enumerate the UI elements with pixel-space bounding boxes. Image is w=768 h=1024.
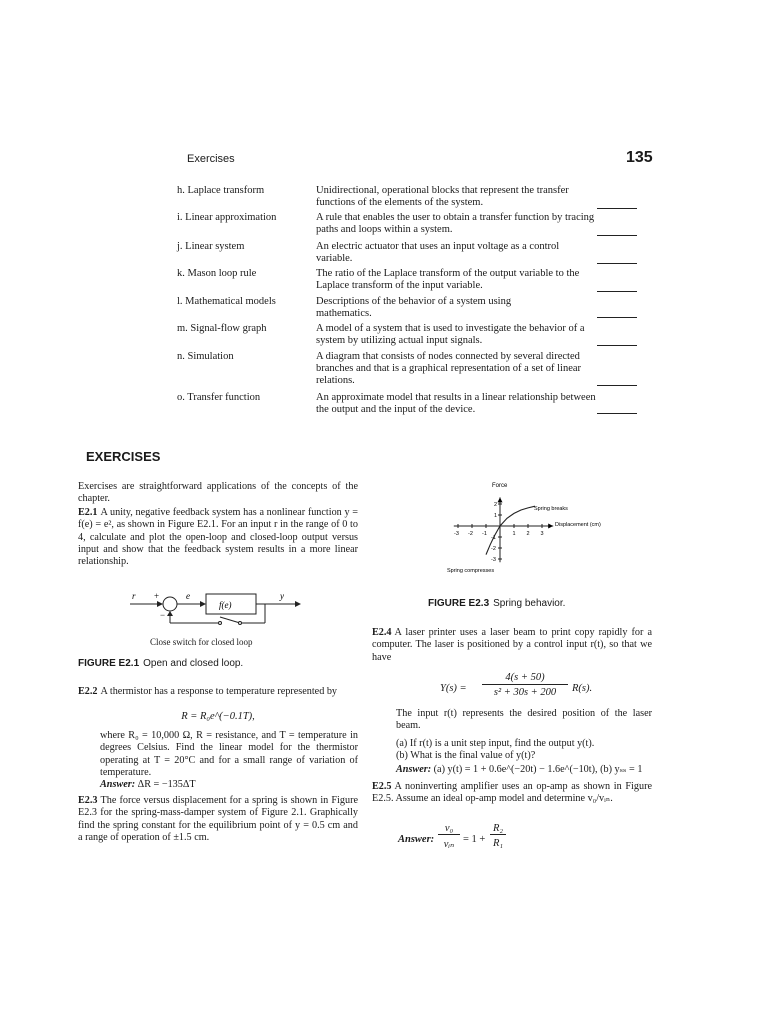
exercises-heading: EXERCISES (86, 449, 161, 464)
answer-label: Answer: (398, 834, 435, 845)
answer-blank[interactable] (597, 291, 637, 292)
summing-junction (163, 597, 177, 611)
y-axis-arrowhead (498, 497, 503, 502)
label-r: r (132, 591, 136, 601)
x-tick-label: 2 (526, 531, 530, 537)
answer-blank[interactable] (597, 385, 637, 386)
answer-value: (a) y(t) = 1 + 0.6e^(−20t) − 1.6e^(−10t), (b) yₛₛ = 1 (433, 764, 643, 775)
exercise-e2-4-part-b: (b) What is the final value of y(t)? (396, 750, 536, 761)
term-h: h. Laplace transform (177, 185, 265, 196)
caption-text: Spring behavior. (493, 598, 566, 609)
exercise-text: A unity, negative feedback system has a nonlinear function y = f(e) = e², as shown in Figure E2.1. For an input r in the range of 0 to 4, calculate and plot the open-loop and closed-loop output versus input and show that the feedback system results in a more linear relationship. (78, 507, 358, 568)
x-axis-label: Displacement (cm) (555, 522, 601, 528)
exercise-e2-3 (78, 795, 358, 844)
caption-number: FIGURE E2.3 (428, 598, 490, 609)
exercise-text: A noninverting amplifier uses an op-amp as shown in Figure E2.5. Assume an ideal op-amp model and determine v₀/vᵢₙ. (372, 781, 652, 805)
x-tick-label: 3 (540, 531, 544, 537)
term-j: j. Linear system (177, 241, 245, 252)
figure-e2-3-caption (428, 598, 565, 609)
switch-caption: Close switch for closed loop (150, 637, 253, 647)
exercise-e2-2-continued: where R₀ = 10,000 Ω, R = resistance, and T = temperature in degrees Celsius. Find the linear model for the thermistor operating at T = 20°C and for a small range of variation of temperature. (100, 730, 358, 778)
feedback-switch (220, 617, 240, 623)
definition-2: A rule that enables the user to obtain a transfer function by tracing paths and loops within a system. (316, 212, 595, 235)
y-tick-label: -2 (491, 546, 496, 552)
exercise-e2-1 (78, 507, 358, 568)
exercise-e2-5 (372, 781, 652, 806)
equation-middle: = 1 + (463, 834, 486, 845)
answer-label: Answer: (396, 764, 432, 775)
answer-value: ΔR = −135ΔT (137, 779, 196, 790)
term-l: l. Mathematical models (177, 296, 276, 307)
fraction-numerator: R₂ (490, 823, 506, 835)
y-tick-label: -3 (491, 557, 496, 563)
y-tick-label: 1 (494, 513, 498, 519)
exercise-e2-2-answer (100, 779, 358, 791)
spring-breaks-label: Spring breaks (534, 506, 568, 512)
term-o: o. Transfer function (177, 392, 261, 403)
plus-sign: + (154, 591, 160, 601)
y-tick-label: 2 (494, 502, 498, 508)
exercise-text: A laser printer uses a laser beam to print copy rapidly for a computer. The laser is positioned by a control input r(t), so that we have (372, 627, 652, 663)
x-tick-label: 1 (512, 531, 516, 537)
definition-4: The ratio of the Laplace transform of the output variable to the Laplace transform of the input variable. (316, 268, 580, 291)
fraction-numerator: v₀ (438, 823, 460, 835)
answer-label: Answer: (100, 779, 136, 790)
exercise-e2-4-part-a: (a) If r(t) is a unit step input, find the output y(t). (396, 738, 595, 749)
minus-sign: − (160, 610, 166, 620)
term-k: k. Mason loop rule (177, 268, 257, 279)
definition-6: A model of a system that is used to investigate the behavior of a system by utilizing actual input signals. (316, 323, 585, 346)
exercise-e2-4 (372, 627, 652, 664)
label-y: y (280, 591, 284, 601)
definition-5: Descriptions of the behavior of a system using mathematics. (316, 296, 512, 319)
exercise-text: The force versus displacement for a spring is shown in Figure E2.3 for the spring-mass-damper system of Figure 2.1. Graphically find the spring constant for the equilibrium point of y = 0.5 cm and a range of operation of ±1.5 cm. (78, 795, 358, 843)
equation-numerator: 4(s + 50) (482, 672, 568, 685)
x-tick-label: -1 (482, 531, 487, 537)
answer-blank[interactable] (597, 413, 637, 414)
equation-rhs: R(s). (572, 683, 593, 694)
fraction-denominator: R₁ (492, 838, 504, 849)
term-n: n. Simulation (177, 351, 234, 362)
exercises-intro: Exercises are straightforward applications of the concepts of the chapter. (78, 481, 358, 505)
exercise-number: E2.2 (78, 686, 98, 697)
running-header: Exercises (187, 153, 235, 165)
exercise-text: A thermistor has a response to temperature represented by (100, 686, 338, 697)
definition-1: Unidirectional, operational blocks that represent the transfer functions of the elements of the system. (316, 185, 569, 208)
chart-ticks (454, 502, 544, 563)
exercise-number: E2.3 (78, 795, 98, 806)
answer-blank[interactable] (597, 263, 637, 264)
x-tick-label: -3 (454, 531, 459, 537)
definition-8: An approximate model that results in a linear relationship between the output and the input of the device. (316, 392, 596, 415)
term-m: m. Signal-flow graph (177, 323, 267, 334)
y-tick-label: -1 (491, 535, 496, 541)
y-axis-label: Force (492, 483, 508, 489)
x-axis-arrowhead (548, 524, 553, 529)
label-e: e (186, 591, 190, 601)
exercise-e2-4-answer (396, 764, 661, 776)
thermistor-equation: R = R₀e^(−0.1T), (181, 711, 255, 722)
arrowhead (157, 601, 163, 607)
term-i: i. Linear approximation (177, 212, 277, 223)
equation-lhs: Y(s) = (440, 683, 467, 694)
answer-blank[interactable] (597, 208, 637, 209)
definition-7: A diagram that consists of nodes connected by several directed branches and that is a graphical representation of a set of linear relations. (316, 351, 582, 386)
exercise-e2-4-input: The input r(t) represents the desired position of the laser beam. (396, 708, 652, 732)
caption-number: FIGURE E2.1 (78, 658, 140, 669)
answer-blank[interactable] (597, 317, 637, 318)
exercise-number: E2.5 (372, 781, 392, 792)
exercise-number: E2.1 (78, 507, 98, 518)
figure-e2-3-chart (442, 478, 622, 586)
definition-3: An electric actuator that uses an input voltage as a control variable. (316, 241, 560, 264)
exercise-number: E2.4 (372, 627, 392, 638)
exercise-e2-2 (78, 686, 358, 698)
page-number: 135 (626, 149, 653, 166)
fraction-denominator: vᵢₙ (443, 839, 455, 850)
answer-blank[interactable] (597, 235, 637, 236)
spring-compresses-label: Spring compresses (447, 568, 495, 574)
caption-text: Open and closed loop. (143, 658, 244, 669)
block-label: f(e) (219, 600, 232, 610)
x-tick-label: -2 (468, 531, 473, 537)
answer-blank[interactable] (597, 345, 637, 346)
figure-e2-1-caption (78, 658, 243, 669)
equation-denominator: s² + 30s + 200 (493, 687, 557, 698)
